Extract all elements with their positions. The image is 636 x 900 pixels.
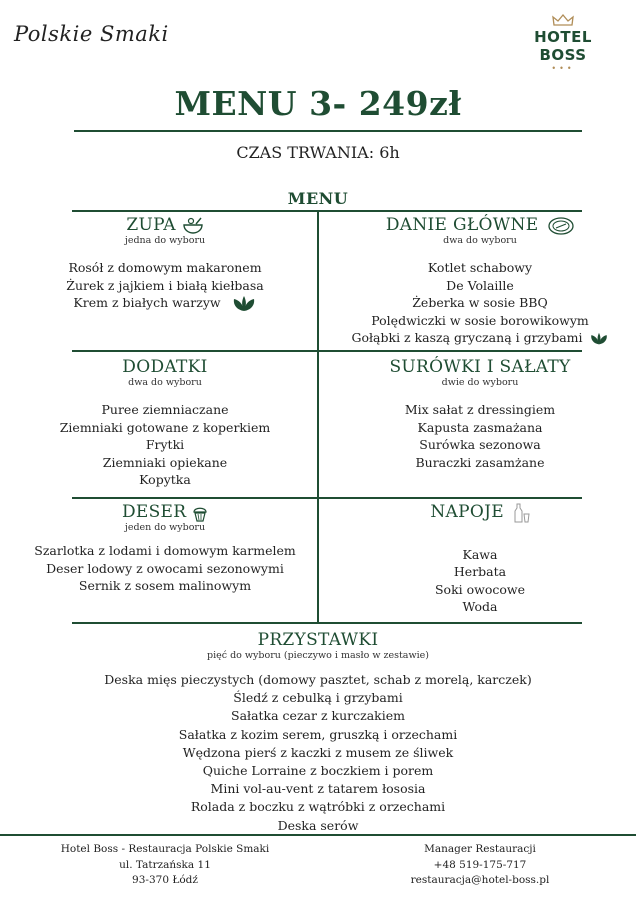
hotel-boss-name: HOTEL BOSS	[534, 28, 592, 64]
przystawki-list	[0, 671, 636, 835]
list-item: Kawa	[462, 546, 498, 562]
grid-line-top	[72, 210, 582, 212]
napoje-list	[330, 546, 630, 616]
leaf-icon	[589, 332, 609, 346]
list-item: Kotlet schabowy	[427, 260, 533, 275]
list-item: Śledź z cebulką i grzybami	[233, 690, 403, 706]
footer-phone[interactable]: +48 519-175-717	[433, 858, 527, 871]
list-item: Krem z białych warzyw	[40, 294, 290, 312]
przystawki-subtitle: pięć do wyboru (pieczywo i masło w zestawie)	[207, 650, 429, 661]
bottle-glass-icon	[514, 503, 530, 523]
footer-divider	[0, 834, 636, 836]
list-item: De Volaille	[446, 277, 514, 293]
deser-subtitle: jeden do wyboru	[124, 522, 206, 533]
footer-manager-label: Manager Restauracji	[424, 843, 536, 855]
list-item: Herbata	[453, 564, 507, 579]
footer-restaurant-name: Hotel Boss - Restauracja Polskie Smaki	[60, 843, 270, 855]
section-dodatki	[40, 357, 290, 489]
list-item: Kapusta zasmażana	[417, 419, 543, 435]
grid-line-bottom	[72, 622, 582, 624]
duration-text: CZAS TRWANIA: 6h	[236, 143, 400, 162]
dodatki-subtitle: dwa do wyboru	[128, 377, 202, 388]
footer-city: 93-370 Łódź	[132, 874, 198, 886]
surowki-list	[330, 401, 630, 471]
dodatki-list	[40, 401, 290, 489]
list-item: Deser lodowy z owocami sezonowymi	[46, 560, 284, 576]
soup-bowl-icon	[182, 217, 204, 235]
section-title	[330, 215, 630, 235]
section-danie-glowne	[330, 215, 630, 347]
list-item: Frytki	[145, 437, 185, 452]
cupcake-icon	[192, 504, 208, 522]
list-item: Polędwiczki w sosie borowikowym	[371, 312, 589, 328]
list-item: Ziemniaki opiekane	[102, 454, 228, 470]
surowki-title: SURÓWKI I SAŁATY	[389, 357, 571, 377]
list-item: Wędzona pierś z kaczki z musem ze śliwek	[182, 744, 454, 760]
grid-line-vertical	[317, 210, 319, 622]
deser-list	[30, 542, 300, 595]
logo-dots: •••	[551, 64, 575, 73]
danie-title: DANIE GŁÓWNE	[385, 215, 539, 235]
footer-email[interactable]: restauracja@hotel-boss.pl	[410, 874, 550, 886]
section-zupa	[40, 215, 290, 312]
list-item: Mini vol-au-vent z tatarem łososia	[210, 781, 426, 797]
section-deser	[30, 502, 300, 595]
grid-line-row3	[72, 497, 582, 499]
list-item: Ziemniaki gotowane z koperkiem	[59, 419, 271, 435]
list-item: Soki owocowe	[434, 581, 525, 597]
list-item: Sałatka cezar z kurczakiem	[231, 708, 405, 724]
section-przystawki	[0, 630, 636, 835]
list-item: Deska mięs pieczystych (domowy pasztet, schab z morelą, karczek)	[104, 672, 532, 687]
list-item: Surówka sezonowa	[419, 437, 541, 452]
list-item: Żeberka w sosie BBQ	[412, 295, 548, 310]
title-divider	[74, 130, 582, 132]
deser-title: DESER	[121, 502, 187, 522]
zupa-title: ZUPA	[126, 215, 176, 235]
plate-icon	[548, 217, 574, 235]
list-item: Żurek z jajkiem i białą kiełbasa	[66, 277, 264, 293]
grid-line-row2	[72, 350, 582, 352]
surowki-subtitle: dwie do wyboru	[441, 377, 519, 388]
list-item: Sałatka z kozim serem, gruszką i orzechami	[178, 726, 458, 742]
list-item: Gołąbki z kaszą gryczaną i grzybami	[330, 329, 630, 347]
list-item: Woda	[462, 599, 498, 614]
przystawki-title: PRZYSTAWKI	[257, 630, 379, 650]
list-item: Sernik z sosem malinowym	[78, 578, 252, 593]
section-title	[330, 502, 630, 523]
list-item: Kopytka	[139, 472, 191, 487]
list-item: Quiche Lorraine z boczkiem i porem	[202, 763, 434, 779]
section-title	[40, 215, 290, 235]
crown-icon	[552, 14, 574, 26]
list-item: Mix sałat z dressingiem	[404, 402, 556, 417]
list-item: Puree ziemniaczane	[101, 402, 229, 417]
hotel-boss-logo	[508, 14, 618, 74]
section-napoje	[330, 502, 630, 616]
list-item: Buraczki zasamżane	[415, 454, 545, 470]
section-title	[30, 502, 300, 522]
list-item: Szarlotka z lodami i domowym karmelem	[34, 543, 296, 558]
page-title: MENU 3- 249zł	[174, 84, 462, 123]
danie-subtitle: dwa do wyboru	[443, 235, 517, 246]
footer-left	[30, 842, 300, 889]
danie-list	[330, 259, 630, 347]
zupa-list	[40, 259, 290, 312]
napoje-title: NAPOJE	[430, 502, 504, 522]
footer-street: ul. Tatrzańska 11	[119, 858, 211, 871]
list-item: Rolada z boczku z wątróbki z orzechami	[190, 799, 446, 815]
zupa-subtitle: jedna do wyboru	[124, 235, 206, 246]
list-item: Rosół z domowym makaronem	[68, 260, 262, 275]
list-item: Deska serów	[277, 817, 359, 833]
section-surowki	[330, 357, 630, 471]
menu-heading: MENU	[287, 189, 349, 208]
leaf-icon	[231, 296, 257, 312]
polskie-smaki-logo: Polskie Smaki	[14, 22, 169, 46]
footer-right	[360, 842, 600, 889]
dodatki-title: DODATKI	[122, 357, 208, 377]
